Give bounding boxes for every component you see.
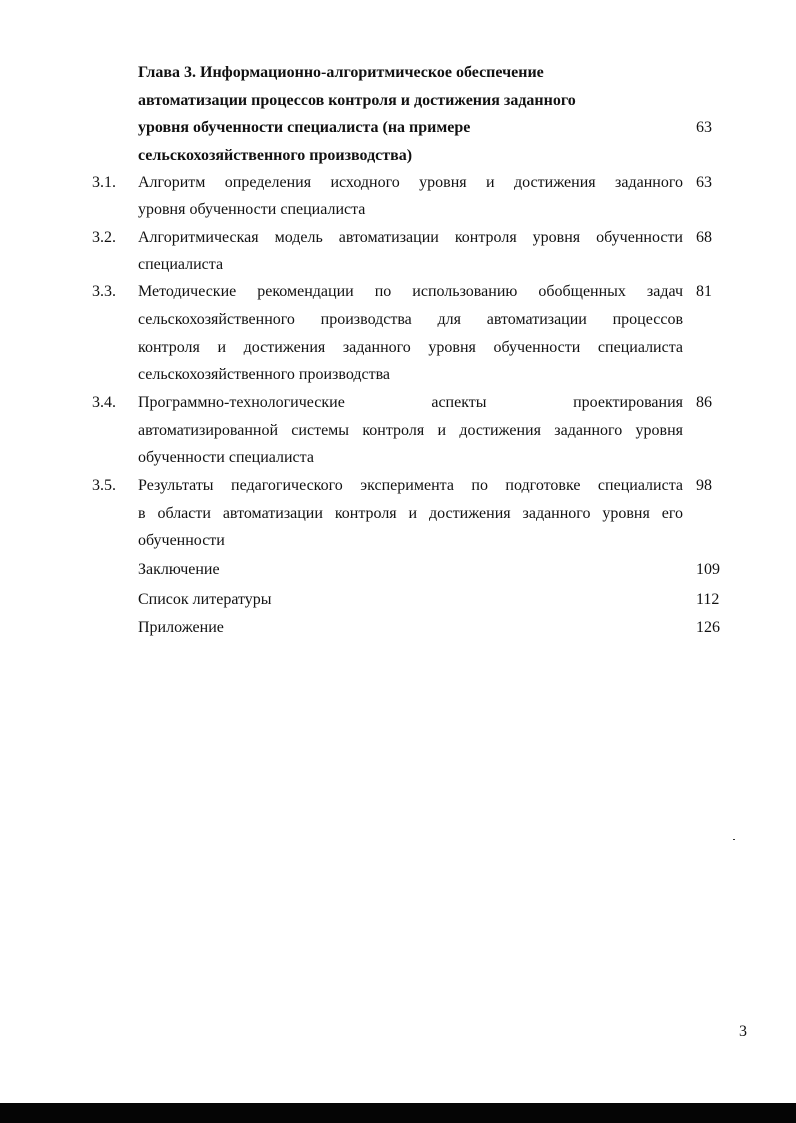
scan-border-band: [0, 1103, 796, 1123]
section-number-3-2: 3.2.: [92, 229, 116, 246]
section-3-2-line-2: специалиста: [138, 256, 224, 273]
section-3-5-line-3: обученности: [138, 532, 225, 549]
toc-appendix-page: 126: [696, 619, 720, 636]
section-3-5-line-2: в области автоматизации контроля и достижения заданного уровня его: [138, 505, 683, 522]
toc-conclusion-page: 109: [696, 561, 720, 578]
chapter-heading-line-1: Глава 3. Информационно-алгоритмическое обеспечение: [138, 64, 544, 81]
section-3-4-line-2: автоматизированной системы контроля и достижения заданного уровня: [138, 422, 683, 439]
scan-speck: [733, 839, 735, 840]
section-3-3-line-3: контроля и достижения заданного уровня обученности специалиста: [138, 339, 683, 356]
section-3-2-line-1: Алгоритмическая модель автоматизации контроля уровня обученности: [138, 229, 683, 246]
section-number-3-5: 3.5.: [92, 477, 116, 494]
section-3-5-line-1: Результаты педагогического эксперимента по подготовке специалиста: [138, 477, 683, 494]
section-number-3-1: 3.1.: [92, 174, 116, 191]
section-3-4-line-1: Программно-технологические аспекты проектирования: [138, 394, 683, 411]
chapter-heading-line-2: автоматизации процессов контроля и достижения заданного: [138, 92, 576, 109]
page-number: 3: [739, 1023, 747, 1040]
section-3-2-page: 68: [696, 229, 712, 246]
section-3-3-line-2: сельскохозяйственного производства для автоматизации процессов: [138, 311, 683, 328]
chapter-heading-line-3: уровня обученности специалиста (на примере: [138, 119, 471, 136]
section-3-3-page: 81: [696, 283, 712, 300]
section-3-1-page: 63: [696, 174, 712, 191]
section-3-1-line-1: Алгоритм определения исходного уровня и достижения заданного: [138, 174, 683, 191]
toc-conclusion: Заключение: [138, 561, 220, 578]
section-3-3-line-1: Методические рекомендации по использованию обобщенных задач: [138, 283, 683, 300]
section-number-3-3: 3.3.: [92, 283, 116, 300]
toc-appendix: Приложение: [138, 619, 224, 636]
toc-references-page: 112: [696, 591, 720, 608]
section-3-5-page: 98: [696, 477, 712, 494]
chapter-page-number: 63: [696, 119, 712, 136]
toc-references: Список литературы: [138, 591, 272, 608]
section-number-3-4: 3.4.: [92, 394, 116, 411]
section-3-4-line-3: обученности специалиста: [138, 449, 314, 466]
section-3-4-page: 86: [696, 394, 712, 411]
section-3-1-line-2: уровня обученности специалиста: [138, 201, 366, 218]
section-3-3-line-4: сельскохозяйственного производства: [138, 366, 391, 383]
chapter-heading-line-4: сельскохозяйственного производства): [138, 147, 413, 164]
